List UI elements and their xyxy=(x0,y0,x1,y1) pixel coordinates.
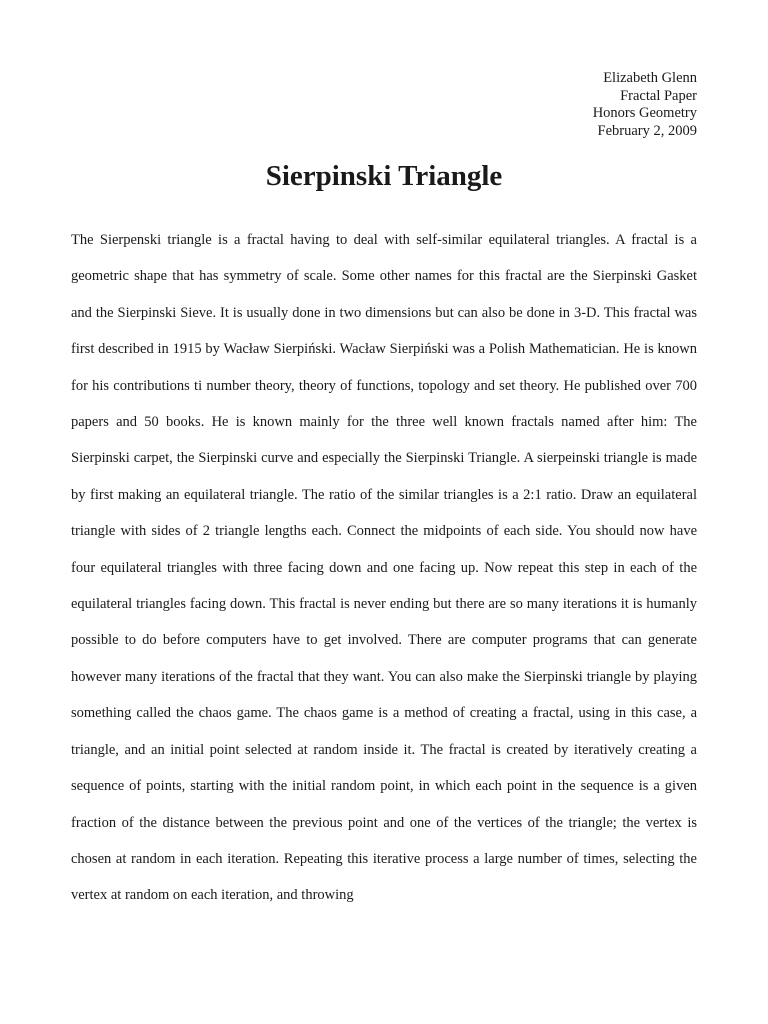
document-date: February 2, 2009 xyxy=(597,122,697,139)
author-name: Elizabeth Glenn xyxy=(603,70,697,86)
document-title: Sierpinski Triangle xyxy=(265,160,503,192)
body-paragraph: The Sierpenski triangle is a fractal having to deal with self-similar equilateral triangles. A fractal is a geometric shape that has symmetry of scale. Some other names for this fractal are the Sierpinski Gasket and the Sierpinski Sieve. It is usually done in two dimensions but can also be done in 3-D. This fractal was first described in 1915 by Wacław Sierpiński. Wacław Sierpiński was a Polish Mathematician. He is known for his contributions ti number theory, theory of functions, topology and set theory. He published over 700 papers and 50 books. He is known mainly for the three well known fractals named after him: The Sierpinski carpet, the Sierpinski curve and especially the Sierpinski Triangle. A sierpeinski triangle is made by first making an equilateral triangle. The ratio of the similar triangles is a 2:1 ratio. Draw an equilateral triangle with sides of 2 triangle lengths each. Connect the midpoints of each side. You should now have four equilateral triangles with three facing down and one facing up. Now repeat this step in each of the equilateral triangles facing down. This fractal is never ending but there are so many iterations it is humanly possible to do before computers have to get involved. There are computer programs that can generate however many iterations of the fractal that they want. You can also make the Sierpinski triangle by playing something called the chaos game. The chaos game is a method of creating a fractal, using in this case, a triangle, and an initial point selected at random inside it. The fractal is created by iteratively creating a sequence of points, starting with the initial random point, in which each point in the sequence is a given fraction of the distance between the previous point and one of the vertices of the triangle; the vertex is chosen at random in each iteration. Repeating this iterative process a large number of times, selecting the vertex at random on each iteration, and throwing xyxy=(71,232,697,904)
document-header xyxy=(593,70,697,140)
course-name: Honors Geometry xyxy=(592,105,697,121)
paper-type: Fractal Paper xyxy=(620,87,697,104)
